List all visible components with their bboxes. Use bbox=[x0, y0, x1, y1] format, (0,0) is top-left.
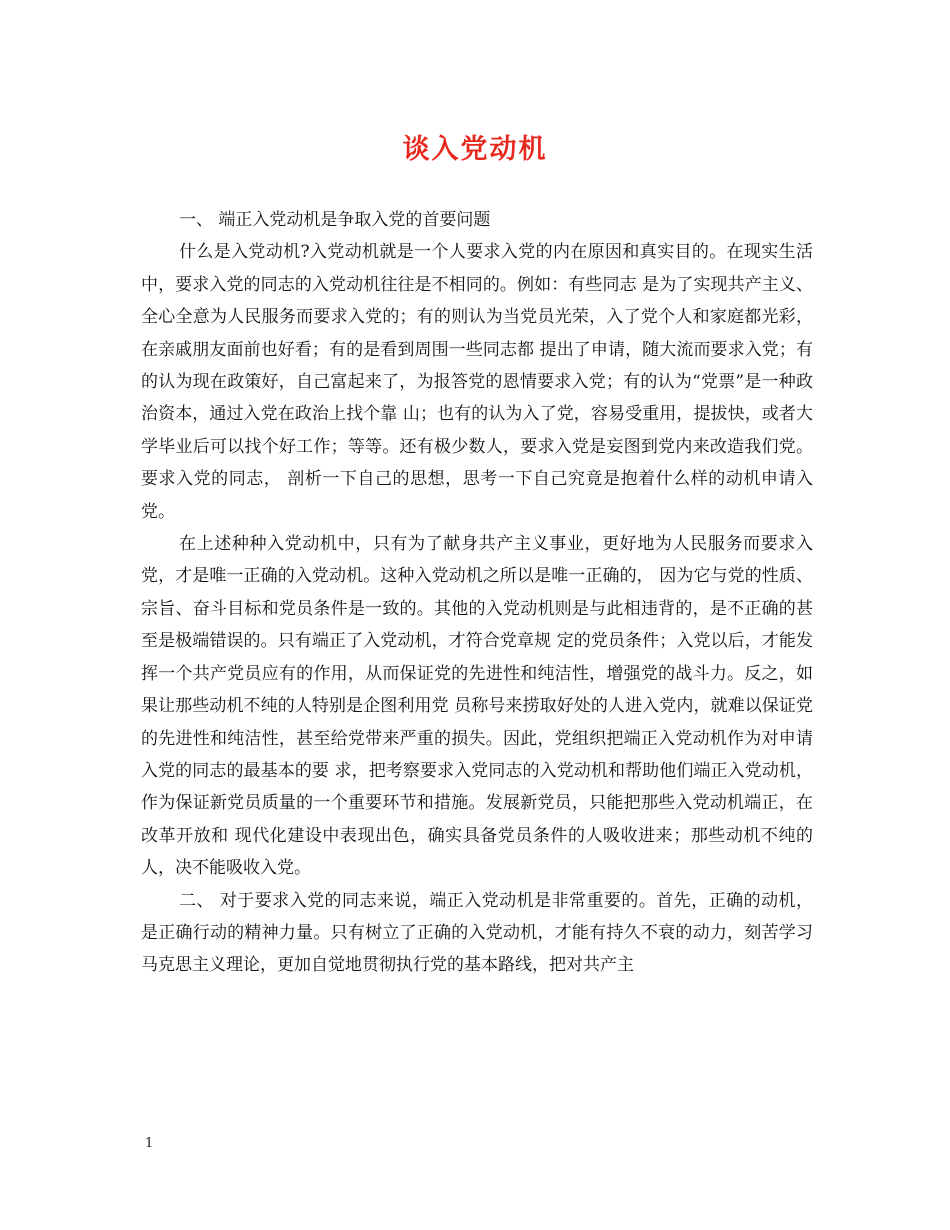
document-body bbox=[141, 204, 813, 982]
document-title: 谈入党动机 bbox=[402, 134, 548, 165]
section-1-heading: 一、 端正入党动机是争取入党的首要问题 bbox=[179, 210, 491, 230]
section-2-paragraph: 二、 对于要求入党的同志来说，端正入党动机是非常重要的。首先，正确的动机，是正确行动的精神力量。只有树立了正确的入党动机，才能有持久不衰的动力，刻苦学习马克思主义理论，更加自觉地贯彻执行党的基本路线，把对共产主 bbox=[141, 890, 813, 976]
paragraph-2: 在上述种种入党动机中，只有为了献身共产主义事业，更好地为人民服务而要求入党，才是唯一正确的入党动机。这种入党动机之所以是唯一正确的， 因为它与党的性质、宗旨、奋斗目标和党员条件是一致的。其他的入党动机则是与此相违背的，是不正确的甚至是极端错误的。只有端正了入党动机，才符合党章规 定的党员条件；入党以后，才能发挥一个共产党员应有的作用，从而保证党的先进性和纯洁性，增强党的战斗力。反之，如果让那些动机不纯的人特别是企图利用党 员称号来捞取好处的人进入党内，就难以保证党的先进性和纯洁性，甚至给党带来严重的损失。因此，党组织把端正入党动机作为对申请入党的同志的最基本的要 求，把考察要求入党同志的入党动机和帮助他们端正入党动机，作为保证新党员质量的一个重要环节和措施。发展新党员，只能把那些入党动机端正，在改革开放和 现代化建设中表现出色，确实具备党员条件的人吸收进来；那些动机不纯的人，决不能吸收入党。 bbox=[141, 534, 813, 879]
page-number: 1 bbox=[145, 1136, 154, 1151]
paragraph-1: 什么是入党动机?入党动机就是一个人要求入党的内在原因和真实目的。在现实生活中，要求入党的同志的入党动机往往是不相同的。例如：有些同志 是为了实现共产主义、全心全意为人民服务而要求入党的；有的则认为当党员光荣，入了党个人和家庭都光彩，在亲戚朋友面前也好看；有的是看到周围一些同志都 提出了申请，随大流而要求入党；有的认为现在政策好，自己富起来了，为报答党的恩情要求入党；有的认为“党票”是一种政治资本，通过入党在政治上找个靠 山；也有的认为入了党，容易受重用，提拔快，或者大学毕业后可以找个好工作；等等。还有极少数人，要求入党是妄图到党内来改造我们党。要求入党的同志， 剖析一下自己的思想，思考一下自己究竟是抱着什么样的动机申请入党。 bbox=[141, 242, 813, 522]
